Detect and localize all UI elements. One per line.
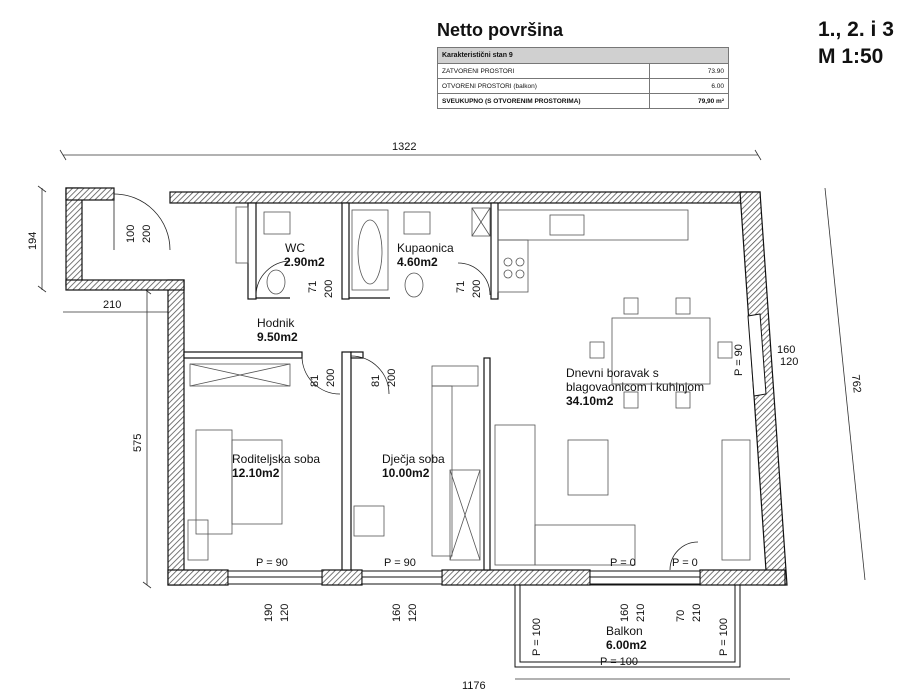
- dim-bottom-width: 1176: [462, 680, 486, 690]
- parapet-balcony-bottom: P = 100: [600, 656, 639, 668]
- area-row-value: 73.90: [650, 64, 729, 79]
- dim-balcony-door-210: 210: [635, 603, 647, 622]
- dim-right-762: 762: [849, 374, 863, 394]
- dim-window2-160: 160: [391, 603, 403, 622]
- dim-parents-door-81: 81: [309, 374, 321, 387]
- parapet-balcony-left: P = 100: [531, 617, 543, 656]
- dim-window1-190: 190: [263, 603, 275, 622]
- room-area-balcony: 6.00m2: [606, 638, 647, 652]
- parapet-living-bottom-1: P = 0: [610, 557, 636, 569]
- room-area-bathroom: 4.60m2: [397, 255, 438, 269]
- room-name-living-2: blagovaonicom i kuhinjom: [566, 380, 705, 394]
- dim-balcony-door2-70: 70: [675, 609, 687, 622]
- dim-balcony-door2-210: 210: [691, 603, 703, 622]
- room-name-bathroom: Kupaonica: [397, 241, 454, 255]
- area-table-heading: Karakteristični stan 9: [438, 48, 729, 64]
- dim-wc-71: 71: [307, 280, 319, 293]
- dim-kids-door-200: 200: [386, 368, 398, 387]
- dim-entry-100: 100: [125, 224, 137, 243]
- room-area-living: 34.10m2: [566, 394, 614, 408]
- area-row-value: 6.00: [650, 79, 729, 94]
- dim-bath-200: 200: [471, 279, 483, 298]
- dim-balcony-door-160: 160: [619, 603, 631, 622]
- dim-left-210: 210: [103, 299, 122, 311]
- room-name-hallway: Hodnik: [257, 316, 295, 330]
- dim-window-right-160: 160: [777, 344, 796, 356]
- plan-title: Netto površina: [437, 20, 564, 40]
- room-name-kids-bedroom: Dječja soba: [382, 452, 445, 466]
- parapet-living-bottom-2: P = 0: [672, 557, 698, 569]
- dim-wc-200: 200: [323, 279, 335, 298]
- parapet-kids: P = 90: [384, 557, 416, 569]
- floors-label: 1., 2. i 3: [818, 18, 894, 41]
- room-area-hallway: 9.50m2: [257, 330, 298, 344]
- room-area-wc: 2.90m2: [284, 255, 325, 269]
- room-area-parents-bedroom: 12.10m2: [232, 466, 280, 480]
- scale-label: M 1:50: [818, 45, 884, 68]
- windows: [228, 314, 766, 584]
- dim-window-right-120: 120: [780, 356, 799, 368]
- dim-left-194: 194: [27, 231, 39, 250]
- room-area-kids-bedroom: 10.00m2: [382, 466, 430, 480]
- dim-left-575: 575: [132, 433, 144, 452]
- room-labels: [232, 241, 704, 652]
- area-total-label: SVEUKUPNO (S OTVORENIM PROSTORIMA): [438, 94, 650, 109]
- room-name-living-1: Dnevni boravak s: [566, 366, 659, 380]
- dim-window1-120: 120: [279, 603, 291, 622]
- area-row-label: ZATVORENI PROSTORI: [438, 64, 650, 79]
- parapet-living-right: P = 90: [733, 344, 745, 376]
- dim-top-width: 1322: [392, 141, 417, 153]
- parapet-parents: P = 90: [256, 557, 288, 569]
- room-name-parents-bedroom: Roditeljska soba: [232, 452, 321, 466]
- area-total-value: 79,90 m²: [650, 94, 729, 109]
- dim-window2-120: 120: [407, 603, 419, 622]
- dim-parents-door-200: 200: [325, 368, 337, 387]
- interior-walls: [184, 203, 498, 570]
- dim-bath-71: 71: [455, 280, 467, 293]
- dimension-labels: [27, 141, 863, 690]
- dim-entry-200: 200: [141, 224, 153, 243]
- room-name-wc: WC: [285, 241, 305, 255]
- parapet-balcony-right: P = 100: [718, 617, 730, 656]
- dim-kids-door-81: 81: [370, 374, 382, 387]
- area-row-label: OTVORENI PROSTORI (balkon): [438, 79, 650, 94]
- room-name-balcony: Balkon: [606, 624, 643, 638]
- dimension-lines: [38, 150, 865, 679]
